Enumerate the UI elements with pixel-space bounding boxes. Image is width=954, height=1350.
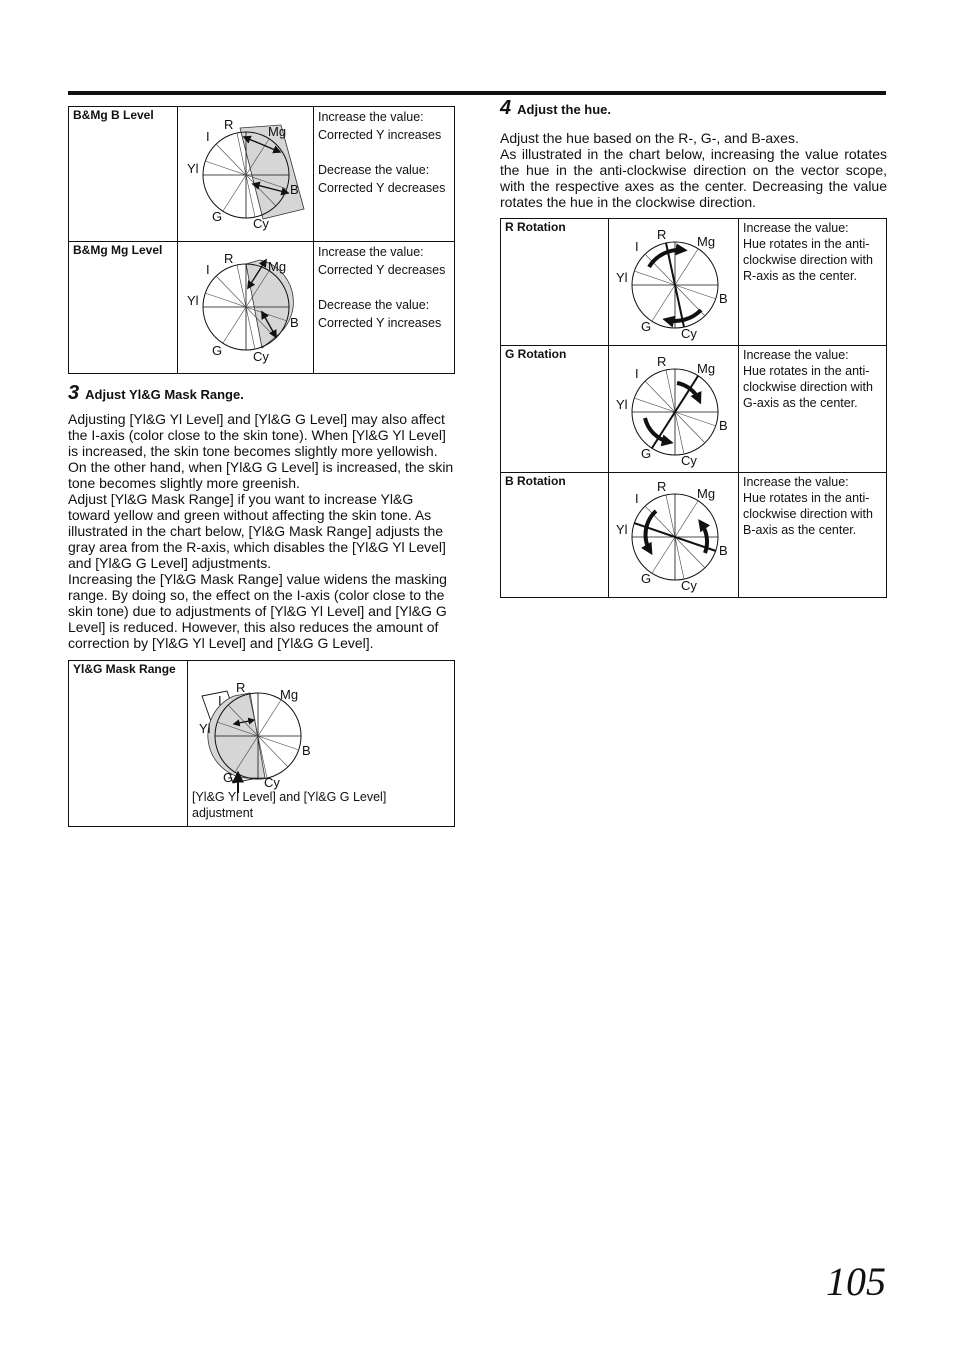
axis-label-r: R [657, 354, 667, 369]
axis-label-mg: Mg [697, 234, 716, 249]
desc-line: Decrease the value: [318, 163, 430, 177]
desc-line: Increase the value: [743, 348, 849, 362]
vectorscope-diagram [609, 219, 739, 346]
step-4-paragraph: As illustrated in the chart below, increasing the value rotates the hue in the anti-clockwise direction on the vector scope, with the respective axes as the center. Decreasing the value rotates the hue in the clockwise direction. [500, 146, 887, 210]
axis-label-mg: Mg [268, 259, 287, 274]
axis-label-mg: Mg [697, 486, 716, 501]
step-3-paragraph: Increasing the [Yl&G Mask Range] value widens the masking range. By doing so, the effect on the I-axis (color close to the skin tone) due to adjustments of [Yl&G Yl Level] and [Yl&G G Level] is reduced. However, this also reduces the amount of correction by [Yl&G Yl Level] and [Yl&G G Level]. [68, 571, 447, 651]
desc-line: Corrected Y decreases [318, 181, 446, 195]
axis-label-i: I [635, 491, 639, 506]
axis-label-r: R [236, 680, 246, 695]
desc-line: Hue rotates in the anti-clockwise direction with G-axis as the center. [743, 364, 873, 410]
mask-range-table [68, 660, 455, 827]
axis-label-i: I [218, 693, 222, 708]
axis-label-r: R [657, 227, 667, 242]
table-row [501, 473, 887, 598]
axis-label-i: I [635, 239, 639, 254]
axis-label-cy: Cy [253, 216, 269, 231]
step-4-paragraph: Adjust the hue based on the R-, G-, and B-axes. [500, 130, 799, 146]
axis-label-yl: Yl [187, 161, 199, 176]
step-3-paragraph: Adjust [Yl&G Mask Range] if you want to increase Yl&G toward yellow and green without affecting the skin tone. As illustrated in the chart below, [Yl&G Mask Range] adjusts the gray area from the R-axis, which disables the [Yl&G Yl Level] and [Yl&G G Level] adjustments. [68, 491, 446, 571]
top-rule [68, 91, 886, 95]
axis-label-yl: Yl [616, 522, 628, 537]
axis-label-yl: Yl [616, 270, 628, 285]
vectorscope-diagram [178, 107, 314, 242]
row-label: Yl&G Mask Range [69, 661, 188, 827]
axis-label-cy: Cy [681, 453, 697, 468]
row-label: R Rotation [501, 219, 609, 346]
axis-label-r: R [224, 117, 234, 132]
desc-line: Corrected Y increases [318, 316, 442, 330]
desc-line: Increase the value: [743, 475, 849, 489]
axis-label-g: G [212, 209, 223, 224]
axis-label-i: I [206, 129, 210, 144]
axis-label-yl: Yl [199, 721, 211, 736]
mask-range-diagram [188, 661, 455, 827]
table-row [501, 346, 887, 473]
axis-label-b: B [302, 743, 311, 758]
hue-rotation-table [500, 218, 887, 598]
table-row [69, 661, 455, 827]
axis-label-b: B [290, 315, 299, 330]
mask-caption: [Yl&G Yl Level] and [Yl&G G Level] adjustment [192, 790, 387, 820]
row-description [314, 242, 455, 374]
axis-label-mg: Mg [268, 124, 287, 139]
desc-line: Increase the value: [318, 245, 424, 259]
step-4-heading [500, 97, 887, 120]
axis-label-yl: Yl [187, 293, 199, 308]
axis-label-cy: Cy [681, 578, 697, 593]
axis-label-cy: Cy [681, 326, 697, 341]
axis-label-g: G [212, 343, 223, 358]
axis-label-g: G [641, 319, 652, 334]
axis-label-cy: Cy [264, 775, 280, 790]
row-label: B&Mg B Level [69, 107, 178, 242]
step-number: 4 [500, 97, 512, 119]
desc-line: Hue rotates in the anti-clockwise direction with B-axis as the center. [743, 491, 873, 537]
axis-label-g: G [641, 446, 652, 461]
step-3-paragraph: Adjusting [Yl&G Yl Level] and [Yl&G G Level] may also affect the I-axis (color close to the skin tone). When [Yl&G Yl Level] is increased, the skin tone becomes slightly more yellowish. On the other hand, when [Yl&G G Level] is increased, the skin tone becomes slightly more greenish. [68, 411, 454, 491]
desc-line: Hue rotates in the anti-clockwise direction with R-axis as the center. [743, 237, 873, 283]
row-label: B Rotation [501, 473, 609, 598]
axis-label-g: G [641, 571, 652, 586]
axis-label-b: B [290, 182, 299, 197]
row-description [739, 346, 887, 473]
left-column [68, 106, 455, 827]
desc-line: Increase the value: [743, 221, 849, 235]
desc-line: Increase the value: [318, 110, 424, 124]
axis-label-b: B [719, 543, 728, 558]
step-3-heading [68, 382, 455, 405]
vectorscope-diagram [178, 242, 314, 374]
axis-label-yl: Yl [616, 397, 628, 412]
bmg-level-table [68, 106, 455, 374]
axis-label-b: B [719, 291, 728, 306]
table-row [501, 219, 887, 346]
vectorscope-diagram [609, 346, 739, 473]
axis-label-b: B [719, 418, 728, 433]
step-number: 3 [68, 382, 80, 404]
table-row [69, 242, 455, 374]
right-column [500, 97, 887, 598]
vectorscope-diagram [609, 473, 739, 598]
row-description [739, 473, 887, 598]
table-row [69, 107, 455, 242]
axis-label-r: R [224, 251, 234, 266]
row-label: B&Mg Mg Level [69, 242, 178, 374]
row-description [314, 107, 455, 242]
row-description [739, 219, 887, 346]
desc-line: Decrease the value: [318, 298, 430, 312]
axis-label-mg: Mg [280, 687, 299, 702]
axis-label-mg: Mg [697, 361, 716, 376]
page-number: 105 [826, 1259, 886, 1304]
axis-label-i: I [206, 262, 210, 277]
axis-label-r: R [657, 479, 667, 494]
desc-line: Corrected Y increases [318, 128, 442, 142]
step-title: Adjust Yl&G Mask Range. [85, 387, 244, 402]
step-title: Adjust the hue. [517, 102, 612, 117]
axis-label-i: I [635, 366, 639, 381]
axis-label-g: G [223, 770, 234, 785]
desc-line: Corrected Y decreases [318, 263, 446, 277]
row-label: G Rotation [501, 346, 609, 473]
axis-label-cy: Cy [253, 349, 269, 364]
